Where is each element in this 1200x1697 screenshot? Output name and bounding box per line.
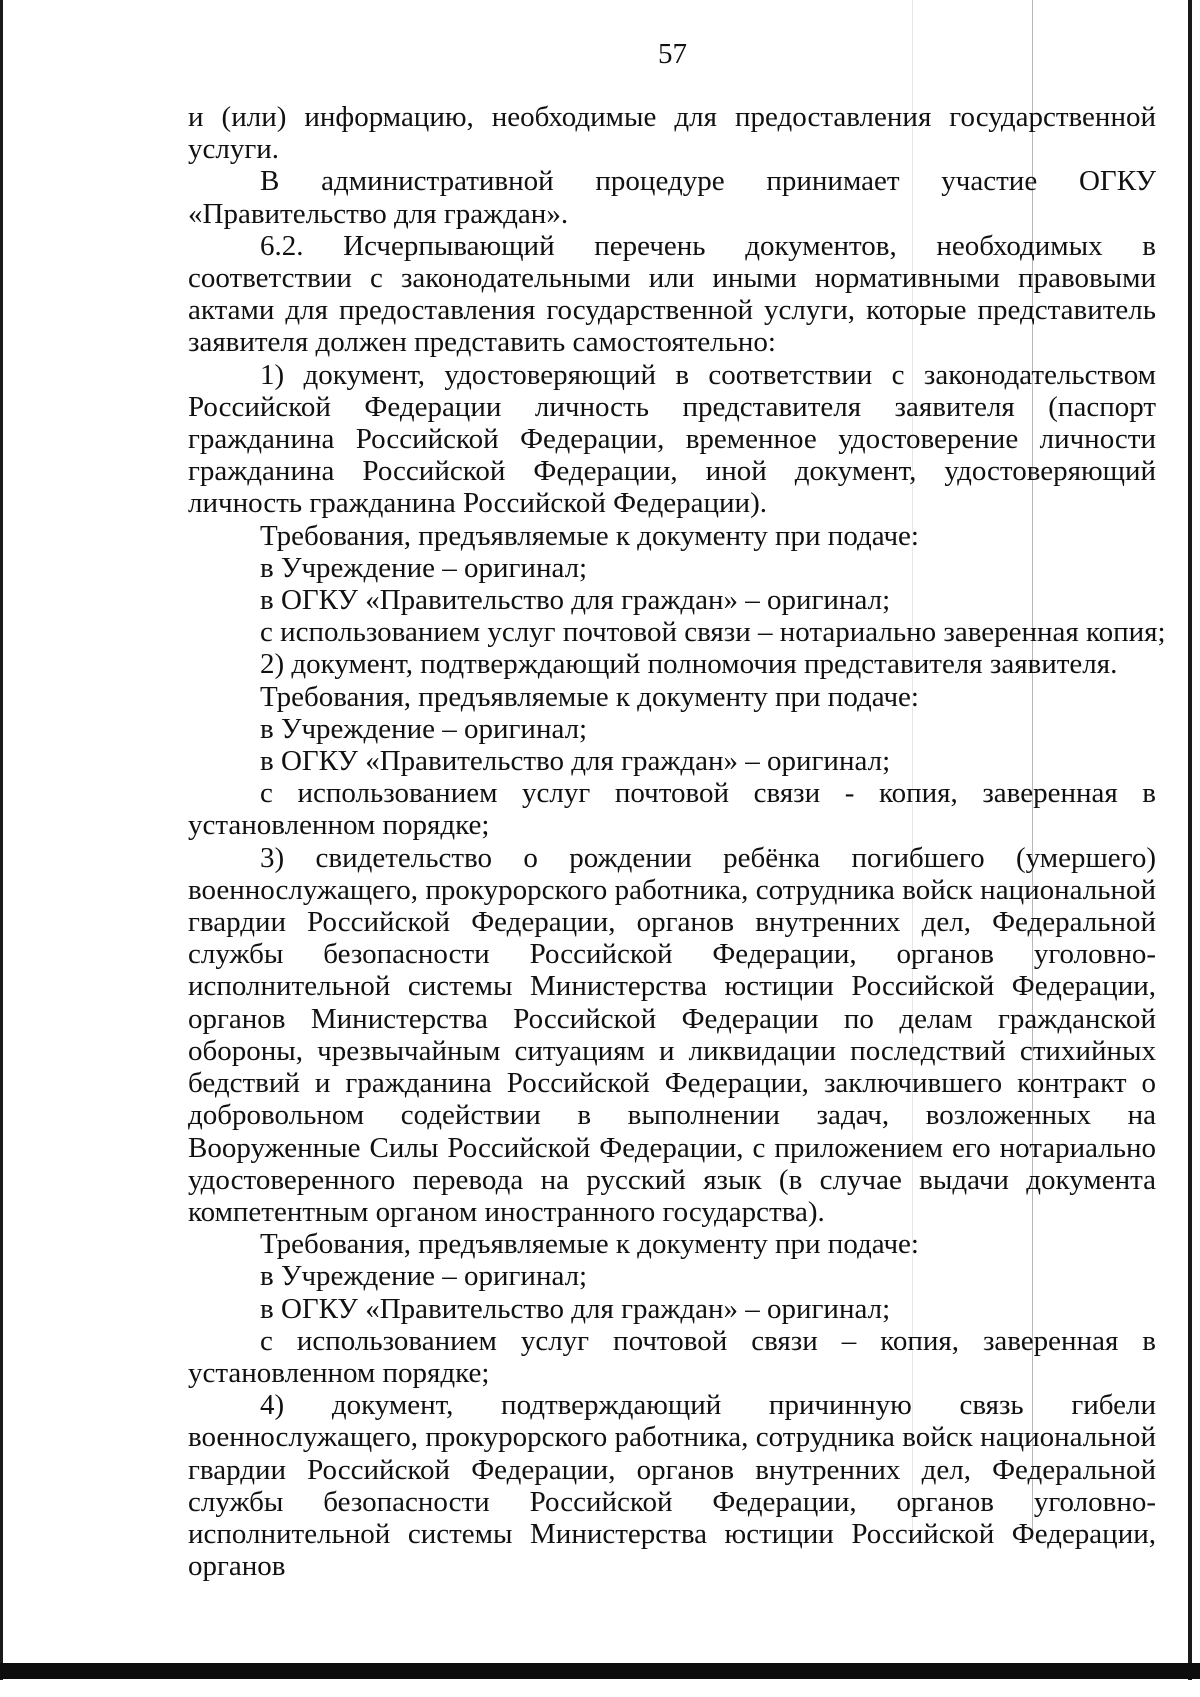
paragraph-continuation: и (или) информацию, необходимые для предоставления государственной услуги. [188,101,1156,166]
paragraph-item-3: 3) свидетельство о рождении ребёнка погибшего (умершего) военнослужащего, прокурорского работника, сотрудника войск национальной гвардии Российской Федерации, органов внутренних дел, Федеральной службы безопасности Российской Федерации, органов уголовно-исполнительной системы Министерства юстиции Российской Федерации, органов Министерства Российской Федерации по делам гражданской обороны, чрезвычайным ситуациям и ликвидации последствий стихийных бедствий и гражданина Российской Федерации, заключившего контракт о добровольном содействии в выполнении задач, возложенных на Вооруженные Силы Российской Федерации, с приложением его нотариально удостоверенного перевода на русский язык (в случае выдачи документа компетентным органом иностранного государства). [188,841,1156,1228]
scan-border-bottom [0,1663,1200,1679]
requirement-line: в Учреждение – оригинал; [260,712,588,745]
requirement-line: с использованием услуг почтовой связи - копия, заверенная в установленном порядке; [188,777,1156,842]
requirement-line: в Учреждение – оригинал; [260,551,588,584]
paragraph-item-1: 1) документ, удостоверяющий в соответствии с законодательством Российской Федерации личность представителя заявителя (паспорт гражданина Российской Федерации, временное удостоверение личности гражданина Российской Федерации, иной документ, удостоверяющий личность гражданина Российской Федерации). [188,358,1156,520]
document-body [188,101,1166,1583]
paragraph-item-4: 4) документ, подтверждающий причинную связь гибели военнослужащего, прокурорского работника, сотрудника войск национальной гвардии Российской Федерации, органов внутренних дел, Федеральной службы безопасности Российской Федерации, органов уголовно-исполнительной системы Министерства юстиции Российской Федерации, органов [188,1389,1156,1583]
requirements-heading: Требования, предъявляемые к документу при подаче: [260,1228,919,1261]
requirement-line: с использованием услуг почтовой связи – нотариально заверенная копия; [260,616,1166,649]
requirement-line: в ОГКУ «Правительство для граждан» – оригинал; [260,745,891,778]
paragraph-section-6-2: 6.2. Исчерпывающий перечень документов, необходимых в соответствии с законодательными или иными нормативными правовыми актами для предоставления государственной услуги, которые представитель заявителя должен представить самостоятельно: [188,229,1156,359]
requirements-heading: Требования, предъявляемые к документу при подаче: [260,519,919,552]
requirement-line: с использованием услуг почтовой связи – копия, заверенная в установленном порядке; [188,1324,1156,1389]
requirement-line: в Учреждение – оригинал; [260,1260,588,1293]
page-number: 57 [658,38,687,70]
paragraph-item-2: 2) документ, подтверждающий полномочия представителя заявителя. [260,648,1118,681]
scan-border-left [0,0,3,1680]
paragraph-participation: В административной процедуре принимает участие ОГКУ «Правительство для граждан». [188,165,1156,230]
requirements-heading: Требования, предъявляемые к документу при подаче: [260,680,919,713]
requirement-line: в ОГКУ «Правительство для граждан» – оригинал; [260,1292,891,1325]
requirement-line: в ОГКУ «Правительство для граждан» – оригинал; [260,584,891,617]
scan-border-right [1188,0,1192,1680]
